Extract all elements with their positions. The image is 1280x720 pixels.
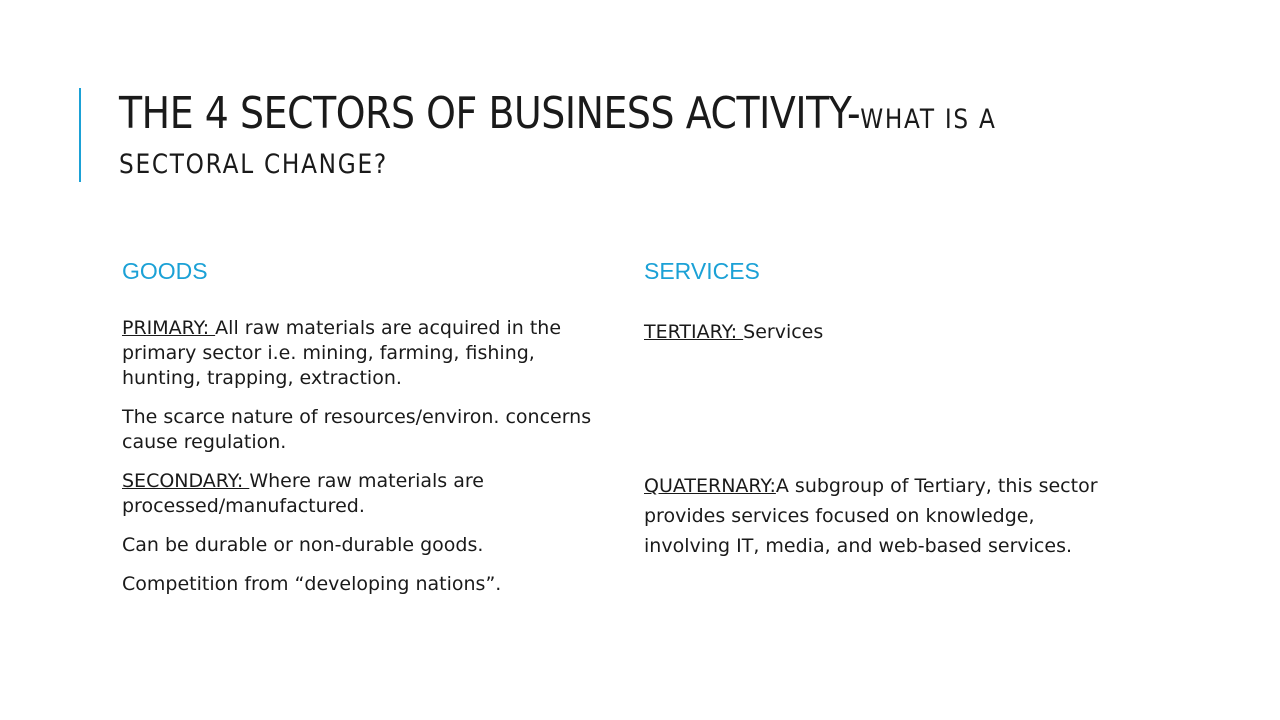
quaternary-text: A subgroup of Tertiary, this sector provides services focused on knowledge, involving IT, media, and web-based services.	[644, 475, 1098, 557]
title-line-1	[119, 86, 1031, 148]
primary-term: PRIMARY:	[122, 317, 216, 339]
durable-paragraph: Can be durable or non-durable goods.	[122, 534, 484, 556]
tertiary-text: Services	[743, 321, 824, 343]
competition-paragraph: Competition from “developing nations”.	[122, 573, 502, 595]
primary-text: All raw materials are acquired in the primary sector i.e. mining, farming, fishing, hunting, trapping, extraction.	[122, 317, 562, 389]
primary-paragraph	[122, 316, 612, 391]
services-column	[644, 316, 1114, 557]
secondary-term: SECONDARY:	[122, 470, 250, 492]
title-main: THE 4 SECTORS OF BUSINESS ACTIVITY-	[119, 88, 861, 139]
title-accent-bar	[79, 88, 81, 182]
tertiary-term: TERTIARY:	[644, 321, 744, 343]
quaternary-term: QUATERNARY:	[644, 475, 776, 497]
secondary-paragraph	[122, 469, 612, 519]
secondary-text: Where raw materials are processed/manufactured.	[122, 470, 484, 517]
tertiary-paragraph	[644, 320, 1114, 345]
goods-heading: GOODS	[122, 258, 208, 284]
scarcity-paragraph: The scarce nature of resources/environ. concerns cause regulation.	[122, 406, 592, 453]
slide-title	[119, 86, 1179, 182]
goods-column	[122, 316, 612, 607]
quaternary-paragraph	[644, 471, 1114, 561]
services-heading: SERVICES	[644, 258, 760, 284]
title-line-2: SECTORAL CHANGE?	[119, 149, 388, 180]
title-sub-inline: WHAT IS A	[860, 104, 997, 135]
